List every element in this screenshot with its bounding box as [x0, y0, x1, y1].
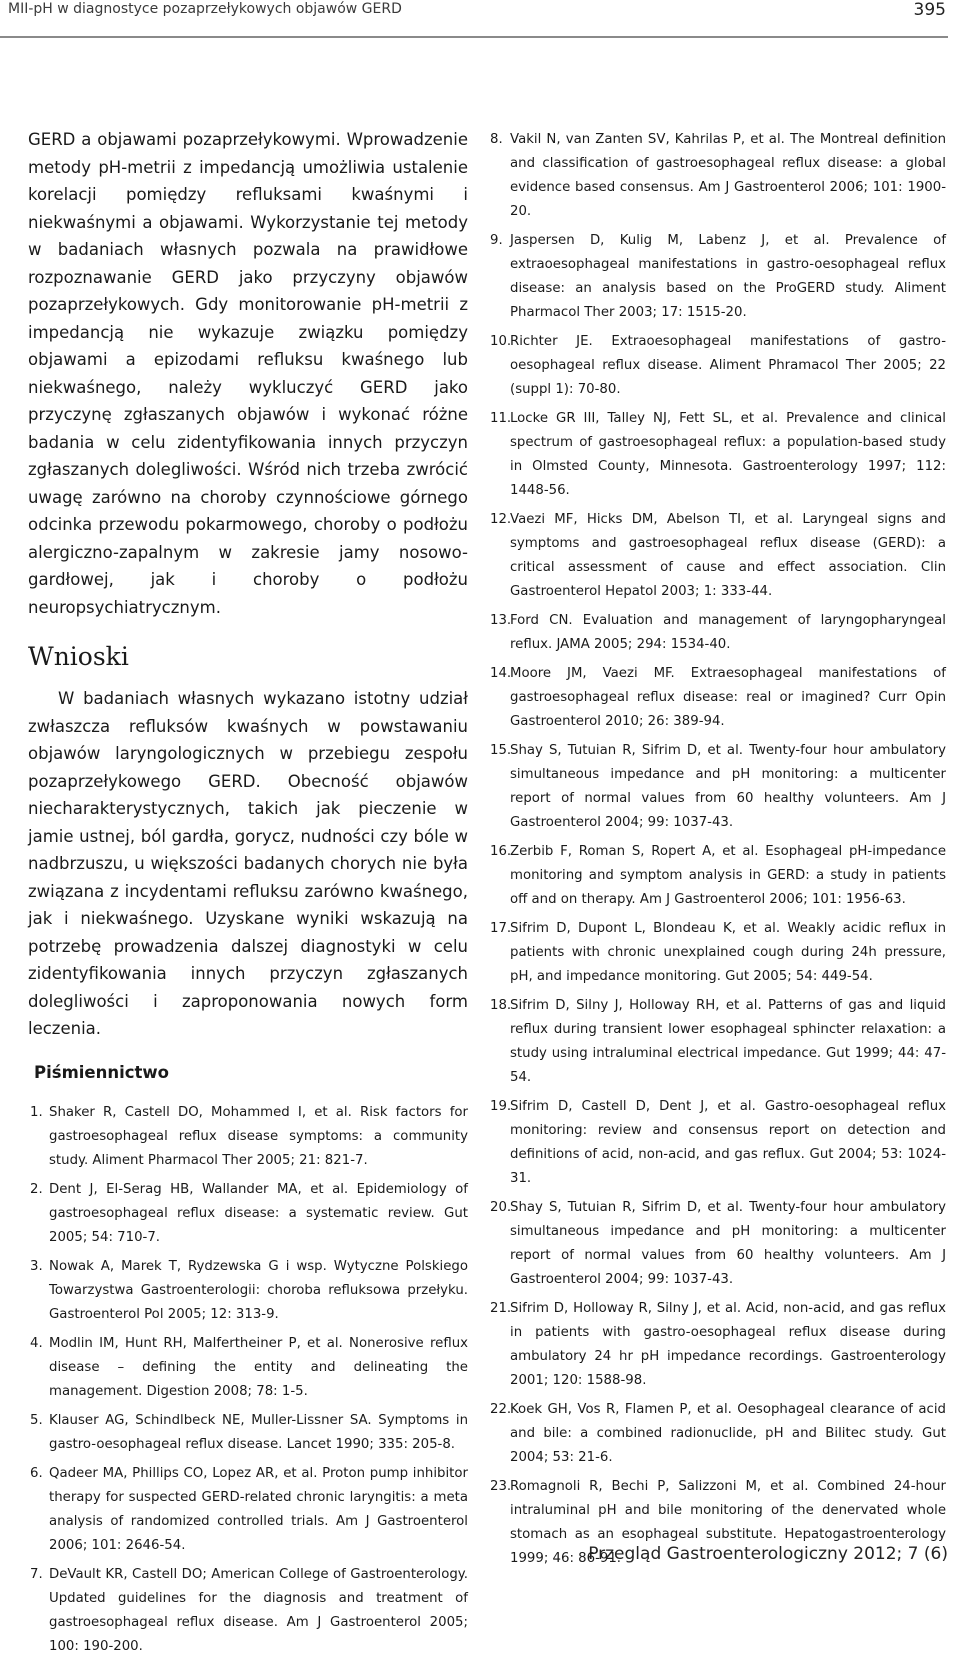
reference-item: [488, 330, 946, 402]
reference-text: Zerbib F, Roman S, Ropert A, et al. Esophageal pH-impedance monitoring and symptom analysis in GERD: a study in patients off and on therapy. Am J Gastroenterol 2006; 101: 1956-63.: [510, 844, 946, 907]
reference-number: 15.: [490, 743, 512, 758]
reference-text: Romagnoli R, Bechi P, Salizzoni M, et al. Combined 24-hour intraluminal pH and bile monitoring of the denervated whole stomach as an esophageal substitute. Hepatogastroenterology 1999; 46: 86-91.: [510, 1479, 946, 1566]
reference-text: DeVault KR, Castell DO; American College of Gastroenterology. Updated guidelines for the diagnosis and treatment of gastroesophageal reflux disease. Am J Gastroenterol 2005; 100: 190-200.: [49, 1566, 468, 1654]
reference-item: [488, 609, 946, 657]
reference-number: 12.: [490, 512, 512, 527]
reference-number: 22.: [490, 1402, 512, 1417]
reference-item: [28, 1255, 468, 1327]
reference-text: Jaspersen D, Kulig M, Labenz J, et al. Prevalence of extraoesophageal manifestations in gastro-oesophageal reflux disease: an analysis based on the ProGERD study. Aliment Pharmacol Ther 2003; 17: 1515-20.: [510, 233, 946, 320]
conclusions-paragraph: W badaniach własnych wykazano istotny udział zwłaszcza refluksów kwaśnych w powstawaniu objawów laryngologicznych w przebiegu zespołu pozaprzełykowego GERD. Obecność objawów niecharakterystycznych, takich jak pieczenie w jamie ustnej, ból gardła, gorycz, nudności czy bóle w nadbrzuszu, u większości badanych chorych nie była związana z incydentami refluksu zarówno kwaśnego, jak i niekwaśnego. Uzyskane wyniki wskazują na potrzebę prowadzenia dalszej diagnostyki w celu zidentyfikowania innych przyczyn zgłaszanych dolegliwości i zaproponowania nowych form leczenia.: [28, 689, 468, 1038]
reference-text: Ford CN. Evaluation and management of laryngopharyngeal reflux. JAMA 2005; 294: 1534-40.: [510, 613, 946, 652]
reference-text: Koek GH, Vos R, Flamen P, et al. Oesophageal clearance of acid and bile: a combined radionuclide, pH and Bilitec study. Gut 2004; 53: 21-6.: [510, 1402, 946, 1465]
reference-text: Klauser AG, Schindlbeck NE, Muller-Lissner SA. Symptoms in gastro-oesophageal reflux disease. Lancet 1990; 335: 205-8.: [49, 1412, 468, 1452]
reference-number: 18.: [490, 998, 512, 1013]
reference-text: Moore JM, Vaezi MF. Extraesophageal manifestations of gastroesophageal reflux disease: real or imagined? Curr Opin Gastroenterol 2010; 26: 389-94.: [510, 666, 946, 729]
conclusions-heading: Wnioski: [28, 642, 129, 671]
reference-item: [488, 508, 946, 604]
reference-number: 1.: [30, 1104, 43, 1120]
reference-item: [488, 407, 946, 503]
reference-number: 3.: [30, 1258, 43, 1274]
reference-number: 5.: [30, 1412, 43, 1428]
reference-item: [488, 1297, 946, 1393]
reference-item: [28, 1462, 468, 1558]
reference-number: 4.: [30, 1335, 43, 1351]
reference-item: [488, 1398, 946, 1470]
reference-text: Qadeer MA, Phillips CO, Lopez AR, et al. Proton pump inhibitor therapy for suspected GERD-related chronic laryngitis: a meta analysis of randomized controlled trials. Am J Gastroenterol 2006; 101: 2646-54.: [49, 1465, 468, 1553]
reference-item: [28, 1332, 468, 1404]
right-column: [488, 128, 946, 1576]
reference-text: Sifrim D, Dupont L, Blondeau K, et al. Weakly acidic reflux in patients with chronic unexplained cough during 24h pressure, pH, and impedance monitoring. Gut 2005; 54: 449-54.: [510, 921, 946, 984]
reference-number: 23.: [490, 1479, 512, 1494]
reference-item: [488, 1095, 946, 1191]
reference-item: [488, 662, 946, 734]
reference-text: Shay S, Tutuian R, Sifrim D, et al. Twenty-four hour ambulatory simultaneous impedance and pH monitoring: a multicenter report of normal values from 60 healthy volunteers. Am J Gastroenterol 2004; 99: 1037-43.: [510, 743, 946, 830]
reference-text: Locke GR III, Talley NJ, Fett SL, et al. Prevalence and clinical spectrum of gastroesophageal reflux: a population-based study in Olmsted County, Minnesota. Gastroenterology 1997; 112: 1448-56.: [510, 411, 946, 498]
reference-number: 13.: [490, 613, 512, 628]
reference-number: 7.: [30, 1566, 43, 1582]
reference-text: Sifrim D, Silny J, Holloway RH, et al. Patterns of gas and liquid reflux during transient lower esophageal sphincter relaxation: a study using intraluminal electrical impedance. Gut 1999; 44: 47-54.: [510, 998, 946, 1085]
reference-list-right: [488, 128, 946, 1571]
reference-text: Shay S, Tutuian R, Sifrim D, et al. Twenty-four hour ambulatory simultaneous impedance and pH monitoring: a multicenter report of normal values from 60 healthy volunteers. Am J Gastroenterol 2004; 99: 1037-43.: [510, 1200, 946, 1287]
reference-number: 11.: [490, 411, 512, 426]
reference-number: 17.: [490, 921, 512, 936]
reference-number: 21.: [490, 1301, 512, 1316]
reference-item: [28, 1563, 468, 1659]
reference-item: [28, 1178, 468, 1250]
reference-number: 16.: [490, 844, 512, 859]
reference-list-left: [28, 1101, 468, 1659]
reference-text: Dent J, El-Serag HB, Wallander MA, et al. Epidemiology of gastroesophageal reflux disease: a systematic review. Gut 2005; 54: 710-7.: [49, 1181, 468, 1245]
header-divider: [0, 36, 948, 38]
reference-text: Shaker R, Castell DO, Mohammed I, et al. Risk factors for gastroesophageal reflux disease symptoms: a community study. Aliment Pharmacol Ther 2005; 21: 821-7.: [49, 1104, 468, 1168]
reference-number: 14.: [490, 666, 512, 681]
page-number: 395: [913, 0, 946, 20]
journal-footer: Przegląd Gastroenterologiczny 2012; 7 (6): [588, 1544, 948, 1564]
reference-number: 2.: [30, 1181, 43, 1197]
reference-item: [488, 739, 946, 835]
reference-item: [28, 1101, 468, 1173]
reference-item: [488, 229, 946, 325]
reference-number: 19.: [490, 1099, 512, 1114]
reference-number: 20.: [490, 1200, 512, 1215]
reference-number: 6.: [30, 1465, 43, 1481]
reference-number: 10.: [490, 334, 512, 349]
reference-number: 9.: [490, 233, 503, 248]
reference-text: Sifrim D, Holloway R, Silny J, et al. Acid, non-acid, and gas reflux in patients with gastro-oesophageal reflux disease during ambulatory 24 hr pH impedance recordings. Gastroenterology 2001; 120: 1588-98.: [510, 1301, 946, 1388]
reference-text: Sifrim D, Castell D, Dent J, et al. Gastro-oesophageal reflux monitoring: review and consensus report on detection and definitions of acid, non-acid, and gas reflux. Gut 2004; 53: 1024-31.: [510, 1099, 946, 1186]
reference-text: Richter JE. Extraoesophageal manifestations of gastro-oesophageal reflux disease. Aliment Phramacol Ther 2005; 22 (suppl 1): 70-80.: [510, 334, 946, 397]
body-paragraph: GERD a objawami pozaprzełykowymi. Wprowadzenie metody pH-metrii z impedancją umożliwia ustalenie korelacji pomiędzy refluksami kwaśnymi i niekwaśnymi a objawami. Wykorzystanie tej metody w badaniach własnych pozwala na prawidłowe rozpoznawanie GERD jako przyczyny objawów pozaprzełykowych. Gdy monitorowanie pH-metrii z impedancją nie wykazuje związku pomiędzy objawami a epizodami refluksu kwaśnego lub niekwaśnego, należy wykluczyć GERD jako przyczynę zgłaszanych objawów i wykonać różne badania w celu zidentyfikowania innych przyczyn zgłaszanych dolegliwości. Wśród nich trzeba zwrócić uwagę zarówno na choroby czynnościowe górnego odcinka przewodu pokarmowego, choroby o podłożu alergiczno-zapalnym w zakresie jamy nosowo-gardłowej, jak i choroby o podłożu neuropsychiatrycznym.: [28, 130, 468, 617]
reference-text: Vaezi MF, Hicks DM, Abelson TI, et al. Laryngeal signs and symptoms and gastroesophageal reflux disease (GERD): a critical assessment of cause and effect association. Clin Gastroenterol Hepatol 2003; 1: 333-44.: [510, 512, 946, 599]
reference-text: Modlin IM, Hunt RH, Malfertheiner P, et al. Nonerosive reflux disease – defining the entity and delineating the management. Digestion 2008; 78: 1-5.: [49, 1335, 468, 1399]
reference-item: [488, 840, 946, 912]
left-column: [28, 126, 468, 1664]
running-title: MII-pH w diagnostyce pozaprzełykowych objawów GERD: [8, 1, 402, 17]
reference-item: [488, 917, 946, 989]
reference-text: Vakil N, van Zanten SV, Kahrilas P, et al. The Montreal definition and classification of gastroesophageal reflux disease: a global evidence based consensus. Am J Gastroenterol 2006; 101: 1900-20.: [510, 132, 946, 219]
reference-item: [488, 994, 946, 1090]
reference-item: [28, 1409, 468, 1457]
reference-text: Nowak A, Marek T, Rydzewska G i wsp. Wytyczne Polskiego Towarzystwa Gastroenterologii: choroba refluksowa przełyku. Gastroenterol Pol 2005; 12: 313-9.: [49, 1258, 468, 1322]
reference-number: 8.: [490, 132, 503, 147]
references-heading: Piśmiennictwo: [34, 1062, 170, 1082]
reference-item: [488, 1196, 946, 1292]
reference-item: [488, 128, 946, 224]
